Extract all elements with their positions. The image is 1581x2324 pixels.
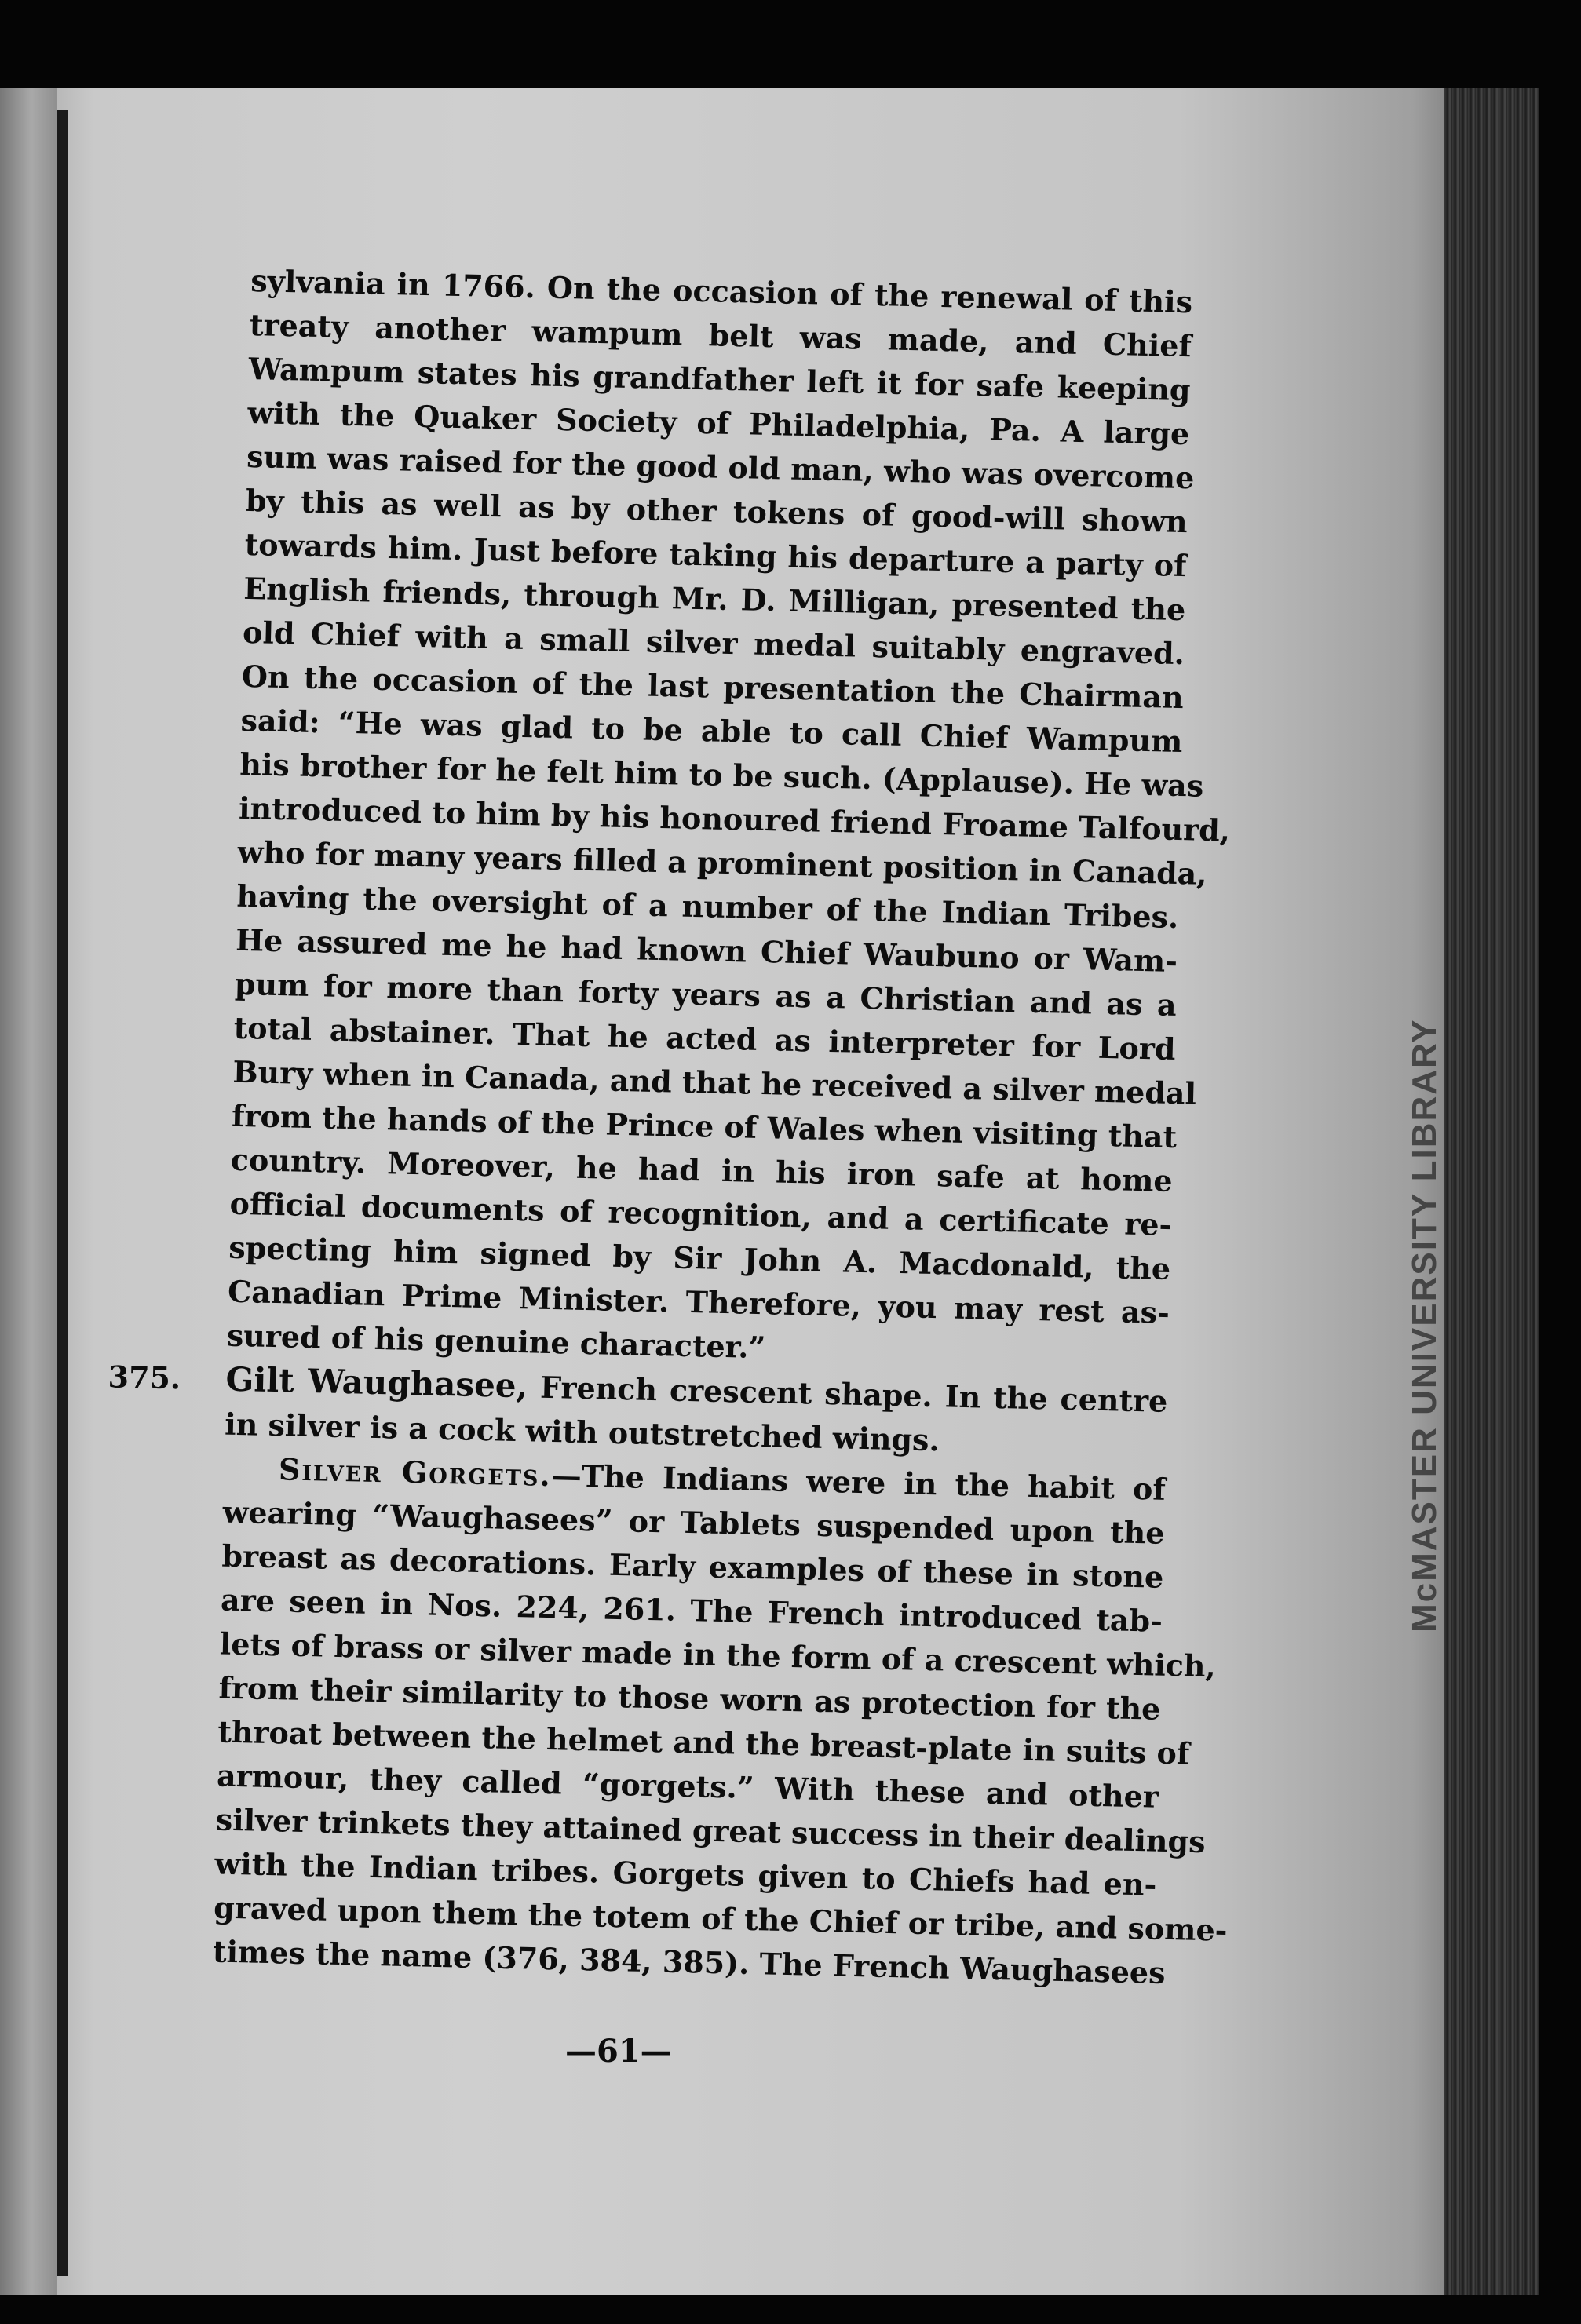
section-body: [212, 1490, 1228, 1995]
library-stamp: McMASTER UNIVERSITY LIBRARY: [1405, 1018, 1444, 1633]
text-line: Canadian Prime Minister. Therefore, you may rest as-: [227, 1273, 1170, 1330]
text-line: who for many years filled a prominent position in Canada,: [237, 834, 1208, 892]
text-line: from the hands of the Prince of Wales when visiting that: [231, 1097, 1178, 1155]
entry-description-2: in silver is a cock with outstretched wings.: [224, 1406, 940, 1458]
text-line: sured of his genuine character.”: [226, 1317, 766, 1366]
text-line: are seen in Nos. 224, 261. The French introduced tab-: [220, 1582, 1163, 1639]
page-text: [108, 259, 1231, 1995]
text-line: pum for more than forty years as a Christian and as a: [234, 965, 1178, 1023]
text-line: lets of brass or silver made in the form of a crescent which,: [219, 1625, 1217, 1684]
section-first-line: —The Indians were in the habit of: [551, 1458, 1167, 1507]
binding-shadow: [0, 88, 57, 2295]
section-heading: Silver Gorgets.: [278, 1451, 553, 1494]
text-line: with the Quaker Society of Philadelphia, Pa. A large: [247, 394, 1190, 452]
text-line: having the oversight of a number of the Indian Tribes.: [236, 877, 1179, 936]
text-line: by this as well as by other tokens of good-will shown: [245, 482, 1188, 540]
text-line: Wampum states his grandfather left it for safe keeping: [248, 350, 1192, 408]
paragraph-continued: [226, 259, 1231, 1379]
text-line: introduced to him by his honoured friend Froame Talfourd,: [238, 790, 1231, 848]
text-line: armour, they called “gorgets.” With these and other: [216, 1757, 1159, 1815]
text-line: silver trinkets they attained great success in their dealings: [215, 1801, 1207, 1860]
text-line: wearing “Waughasees” or Tablets suspended upon the: [222, 1494, 1165, 1551]
binding-edge: [57, 110, 68, 2276]
text-line: from their similarity to those worn as protection for the: [218, 1669, 1161, 1727]
page-edges: [1444, 88, 1539, 2295]
text-line: country. Moreover, he had in his iron safe at home: [230, 1141, 1174, 1198]
text-line: breast as decorations. Early examples of these in stone: [221, 1538, 1164, 1595]
text-line: towards him. Just before taking his departure a party of: [244, 526, 1187, 584]
text-line: said: “He was glad to be able to call Chief Wampum: [240, 702, 1183, 760]
text-line: official documents of recognition, and a certificate re-: [229, 1185, 1172, 1242]
text-line: throat between the helmet and the breast-plate in suits of: [217, 1713, 1190, 1771]
text-line: Bury when in Canada, and that he received a silver medal: [232, 1053, 1197, 1111]
text-line: specting him signed by Sir John A. Macdonald, the: [228, 1229, 1171, 1286]
text-line: sylvania in 1766. On the occasion of the renewal of this: [250, 262, 1193, 320]
text-line: old Chief with a small silver medal suitably engraved.: [242, 614, 1185, 672]
text-line: treaty another wampum belt was made, and Chief: [249, 306, 1192, 364]
text-line: times the name (376, 384, 385). The French Waughasees: [212, 1933, 1167, 1990]
text-line: On the occasion of the last presentation the Chairman: [241, 658, 1185, 716]
entry-description-1: French crescent shape. In the centre: [527, 1369, 1168, 1419]
text-line: He assured me he had known Chief Waubuno or Wam-: [235, 921, 1178, 979]
text-line: his brother for he felt him to be such. (Applause). He was: [239, 746, 1204, 804]
entry-title: Gilt Waughasee,: [225, 1359, 528, 1406]
text-line: English friends, through Mr. D. Milligan, presented the: [243, 570, 1186, 628]
entry-number: 375.: [108, 1359, 181, 1396]
text-line: with the Indian tribes. Gorgets given to Chiefs had en-: [214, 1845, 1157, 1903]
text-line: graved upon them the totem of the Chief or tribe, and some-: [213, 1889, 1228, 1948]
section-silver-gorgets: [212, 1447, 1228, 1995]
text-line: sum was raised for the good old man, who was overcome: [246, 438, 1195, 496]
text-line: total abstainer. That he acted as interpreter for Lord: [233, 1009, 1176, 1067]
page-number: —61—: [565, 2033, 672, 2070]
